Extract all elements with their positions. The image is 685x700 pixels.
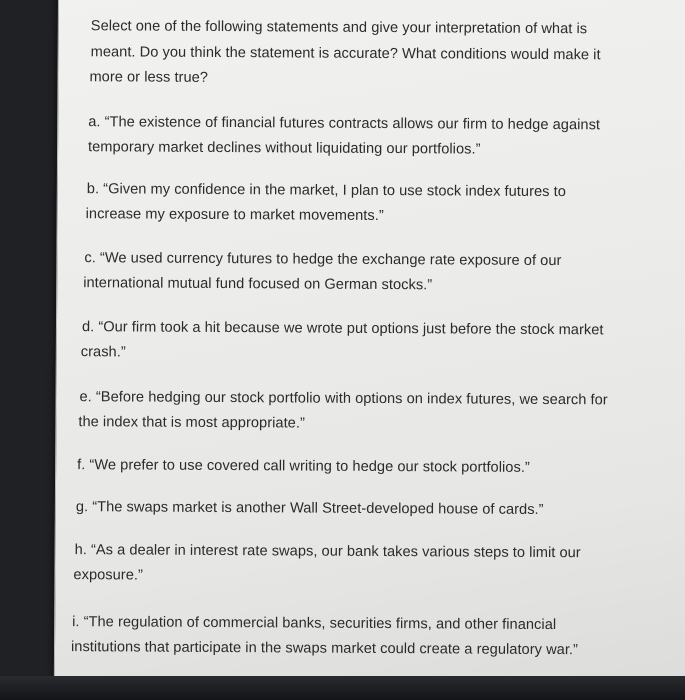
statement-e-line-2: the index that is most appropriate.” bbox=[78, 414, 305, 432]
statement-h-line-2: exposure.” bbox=[73, 567, 143, 584]
statement-h-line-1: h. “As a dealer in interest rate swaps, our bank takes various steps to limit our bbox=[74, 542, 581, 562]
bottom-dark-edge bbox=[0, 676, 685, 700]
statement-b-line-2: increase my exposure to market movements.” bbox=[85, 206, 384, 224]
statement-i-line-2: institutions that participate in the swaps market could create a regulatory war.” bbox=[70, 639, 579, 659]
statement-c-line-2: international mutual fund focused on German stocks.” bbox=[83, 275, 433, 294]
paper-sheet bbox=[54, 0, 685, 683]
statement-g-line-1: g. “The swaps market is another Wall Street-developed house of cards.” bbox=[75, 499, 544, 518]
statement-i-line-1: i. “The regulation of commercial banks, securities firms, and other financial bbox=[72, 614, 557, 634]
statement-f-line-1: f. “We prefer to use covered call writing to hedge our stock portfolios.” bbox=[77, 457, 530, 476]
statement-d-line-1: d. “Our firm took a hit because we wrote put options just before the stock market bbox=[81, 319, 604, 339]
intro-line-3: more or less true? bbox=[89, 69, 209, 86]
statement-e-line-1: e. “Before hedging our stock portfolio with options on index futures, we search for bbox=[79, 389, 608, 409]
statement-a-line-2: temporary market declines without liquidating our portfolios.” bbox=[88, 139, 481, 158]
intro-line-2: meant. Do you think the statement is accurate? What conditions would make it bbox=[90, 44, 601, 64]
statement-d-line-2: crash.” bbox=[80, 344, 126, 361]
statement-a-line-1: a. “The existence of financial futures contracts allows our firm to hedge against bbox=[88, 114, 601, 134]
statement-b-line-1: b. “Given my confidence in the market, I plan to use stock index futures to bbox=[86, 181, 566, 201]
intro-line-1: Select one of the following statements and give your interpretation of what is bbox=[90, 18, 588, 38]
statement-c-line-1: c. “We used currency futures to hedge the exchange rate exposure of our bbox=[84, 250, 562, 270]
